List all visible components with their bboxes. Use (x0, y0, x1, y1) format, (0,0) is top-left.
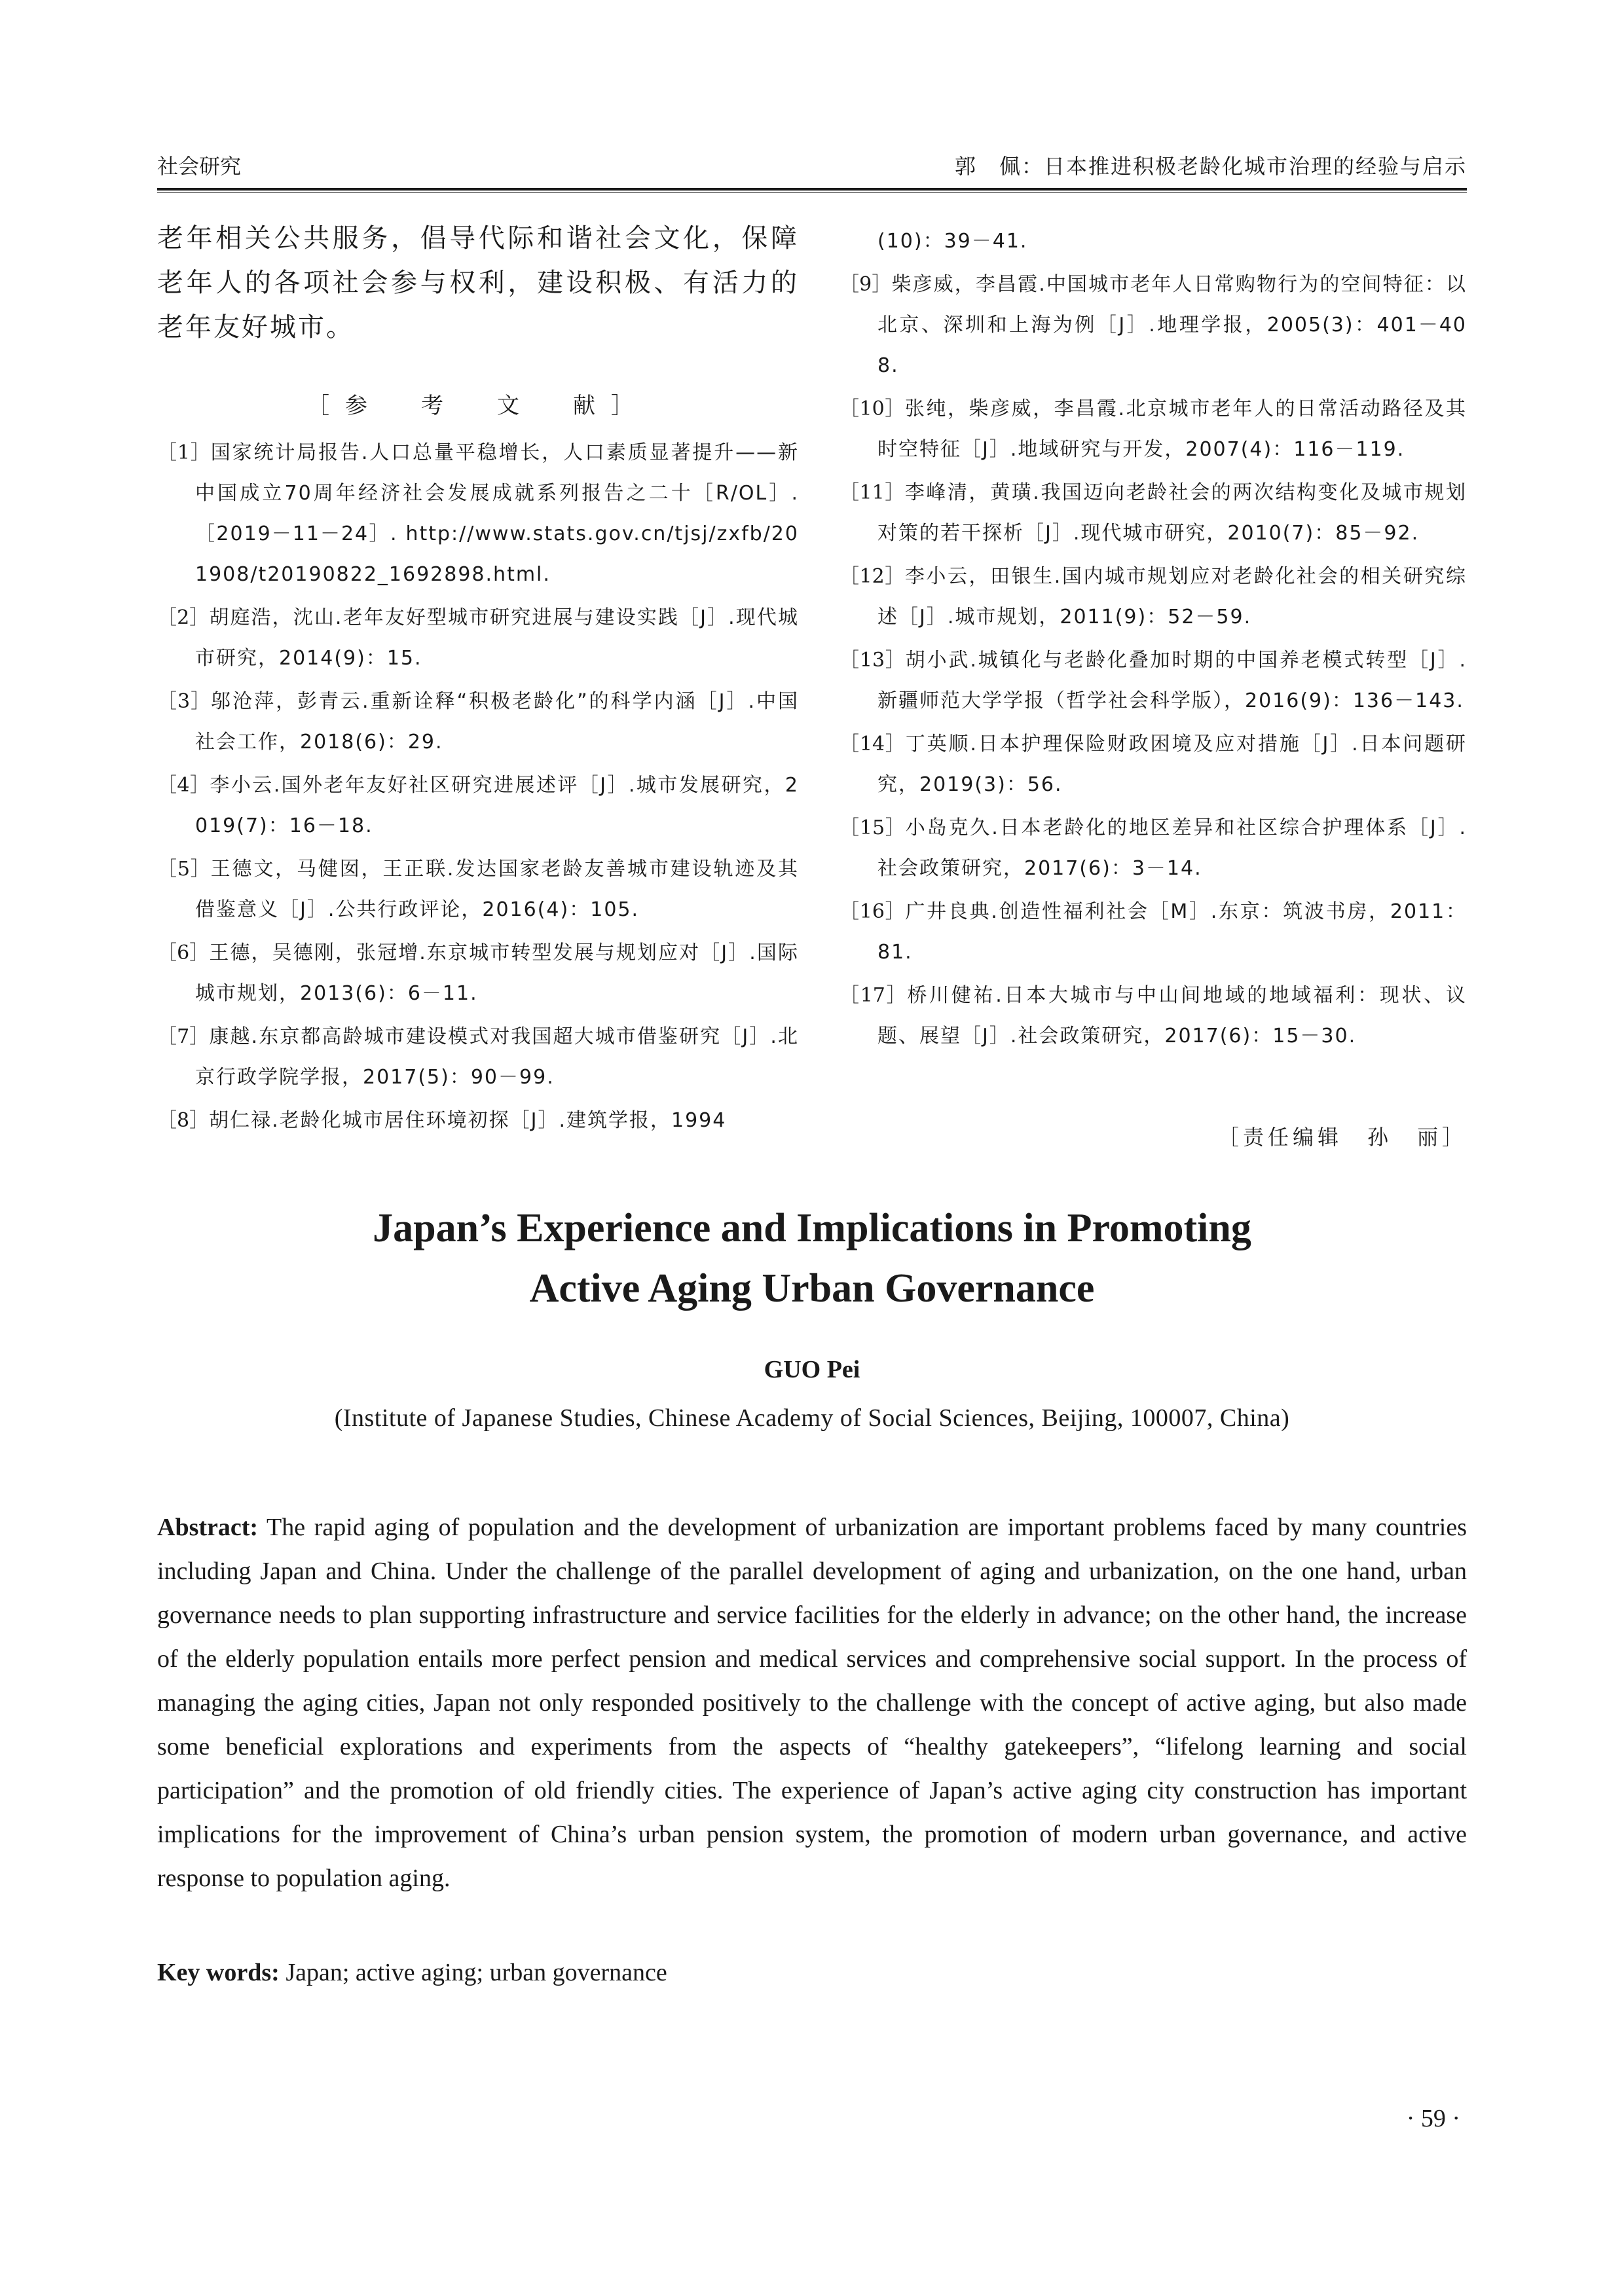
body-paragraph: 老年相关公共服务，倡导代际和谐社会文化，保障老年人的各项社会参与权利，建设积极、有活力的老年友好城市。 (157, 223, 799, 342)
abstract-text: The rapid aging of population and the development of urbanization are important problems faced by many countries including Japan and China. Under the challenge of the parallel development of aging and urbanization, on the one hand, urban governance needs to plan supporting infrastructure and service facilities for the elderly in advance; on the other hand, the increase of the elderly population entails more perfect pension and medical services and comprehensive social support. In the process of managing the aging cities, Japan not only responded positively to the challenge with the concept of active aging, but also made some beneficial explorations and experiments from the aspects of “healthy gatekeepers”, “lifelong learning and social participation” and the promotion of old friendly cities. The experience of Japan’s active aging city construction has important implications for the improvement of China’s urban pension system, the promotion of modern urban governance, and active response to population aging. (157, 1514, 1467, 1892)
reference-number: ［16］ (840, 900, 906, 923)
reference-number: ［15］ (840, 816, 906, 839)
references-list-right (840, 264, 1467, 1057)
header-rule-thick (157, 188, 1467, 191)
reference-item (840, 724, 1467, 805)
keywords-text: Japan; active aging; urban governance (279, 1959, 667, 1986)
reference-number: ［14］ (840, 733, 906, 756)
reference-item (157, 598, 799, 679)
reference-number: ［17］ (840, 984, 908, 1007)
reference-text: 邬沧萍，彭青云.重新诠释“积极老龄化”的科学内涵［J］.中国社会工作，2018(6)：29. (195, 690, 799, 754)
reference-item (157, 433, 799, 595)
references-title: ［参 考 文 献］ (307, 393, 649, 419)
reference-item (840, 389, 1467, 470)
reference-text: 胡仁禄.老龄化城市居住环境初探［J］.建筑学报，1994 (209, 1109, 727, 1132)
reference-text: 李峰清，黄璜.我国迈向老龄社会的两次结构变化及城市规划对策的若干探析［J］.现代城市研究，2010(7)：85－92. (877, 481, 1467, 545)
author-affiliation: (Institute of Japanese Studies, Chinese Academy of Social Sciences, Beijing, 100007, China) (334, 1404, 1290, 1432)
reference-text: 丁英顺.日本护理保险财政困境及应对措施［J］.日本问题研究，2019(3)：56. (877, 733, 1467, 796)
reference-number: ［12］ (840, 565, 905, 588)
english-title-line1: Japan’s Experience and Implications in Promoting (373, 1206, 1251, 1250)
reference-number: ［11］ (840, 481, 905, 504)
reference-continuation: (10)：39－41. (877, 230, 1028, 253)
reference-number: ［6］ (157, 941, 210, 964)
reference-text: 张纯，柴彦威，李昌霞.北京城市老年人的日常活动路径及其时空特征［J］.地域研究与开发，2007(4)：116－119. (877, 397, 1467, 461)
reference-number: ［9］ (840, 273, 892, 296)
keywords (157, 1951, 1467, 1995)
reference-text: 胡小武.城镇化与老龄化叠加时期的中国养老模式转型［J］.新疆师范大学学报（哲学社会科学版），2016(9)：136－143. (877, 649, 1467, 712)
reference-item (157, 1101, 799, 1141)
reference-text: 李小云.国外老年友好社区研究进展述评［J］.城市发展研究，2019(7)：16－18. (195, 774, 799, 837)
abstract-label: Abstract: (157, 1514, 259, 1541)
english-title (157, 1198, 1467, 1319)
reference-text: 王德，吴德刚，张冠增.东京城市转型发展与规划应对［J］.国际城市规划，2013(6)：6－11. (195, 941, 799, 1005)
reference-item (157, 849, 799, 930)
reference-number: ［1］ (157, 441, 211, 464)
reference-text: 桥川健祐.日本大城市与中山间地域的地域福利：现状、议题、展望［J］.社会政策研究，2017(6)：15－30. (877, 984, 1467, 1048)
header-rule-thin (157, 192, 1467, 193)
reference-number: ［3］ (157, 690, 212, 713)
reference-number: ［5］ (157, 858, 211, 881)
reference-item (840, 556, 1467, 638)
right-column (840, 221, 1467, 1059)
reference-text: 小岛克久.日本老龄化的地区差异和社区综合护理体系［J］.社会政策研究，2017(6)：3－14. (877, 816, 1467, 880)
keywords-label: Key words: (157, 1959, 280, 1986)
reference-number: ［2］ (157, 606, 210, 629)
left-column (157, 216, 799, 1144)
editor-note: ［责任编辑 孙 丽］ (1217, 1125, 1467, 1150)
reference-number: ［7］ (157, 1025, 210, 1048)
abstract (157, 1506, 1467, 1901)
reference-number: ［8］ (157, 1109, 210, 1132)
author-name: GUO Pei (764, 1356, 860, 1383)
reference-text: 李小云，田银生.国内城市规划应对老龄化社会的相关研究综述［J］.城市规划，2011(9)：52－59. (877, 565, 1467, 629)
running-title: 郭 佩：日本推进积极老龄化城市治理的经验与启示 (954, 154, 1467, 179)
reference-number: ［4］ (157, 774, 210, 797)
running-header (157, 147, 1467, 186)
reference-text: 王德文，马健囡，王正联.发达国家老龄友善城市建设轨迹及其借鉴意义［J］.公共行政评论，2016(4)：105. (195, 858, 799, 921)
reference-number: ［10］ (840, 397, 905, 420)
references-list-left (157, 433, 799, 1141)
reference-item (157, 933, 799, 1014)
reference-number: ［13］ (840, 649, 906, 672)
reference-item (840, 975, 1467, 1057)
reference-item (840, 892, 1467, 973)
reference-text: 胡庭浩，沈山.老年友好型城市研究进展与建设实践［J］.现代城市研究，2014(9)：15. (195, 606, 799, 670)
reference-text: 柴彦威，李昌霞.中国城市老年人日常购物行为的空间特征：以北京、深圳和上海为例［J］.地理学报，2005(3)：401－408. (877, 273, 1467, 377)
reference-item (840, 264, 1467, 386)
reference-text: 国家统计局报告.人口总量平稳增长，人口素质显著提升——新中国成立70周年经济社会发展成就系列报告之二十［R/OL］.［2019－11－24］. http://www.stats.gov.cn/tjsj/zxfb/201908/t20190822_1692898.html. (195, 441, 799, 586)
reference-item (840, 808, 1467, 889)
reference-item (840, 473, 1467, 554)
reference-item (157, 765, 799, 847)
journal-section: 社会研究 (157, 154, 242, 179)
reference-item (840, 640, 1467, 721)
english-title-line2: Active Aging Urban Governance (529, 1266, 1095, 1311)
page-number: · 59 · (1406, 2105, 1460, 2132)
reference-item (157, 1017, 799, 1098)
reference-text: 康越.东京都高龄城市建设模式对我国超大城市借鉴研究［J］.北京行政学院学报，2017(5)：90－99. (195, 1025, 799, 1089)
reference-text: 广井良典.创造性福利社会［M］.东京：筑波书房，2011：81. (877, 900, 1467, 964)
reference-item (157, 682, 799, 763)
